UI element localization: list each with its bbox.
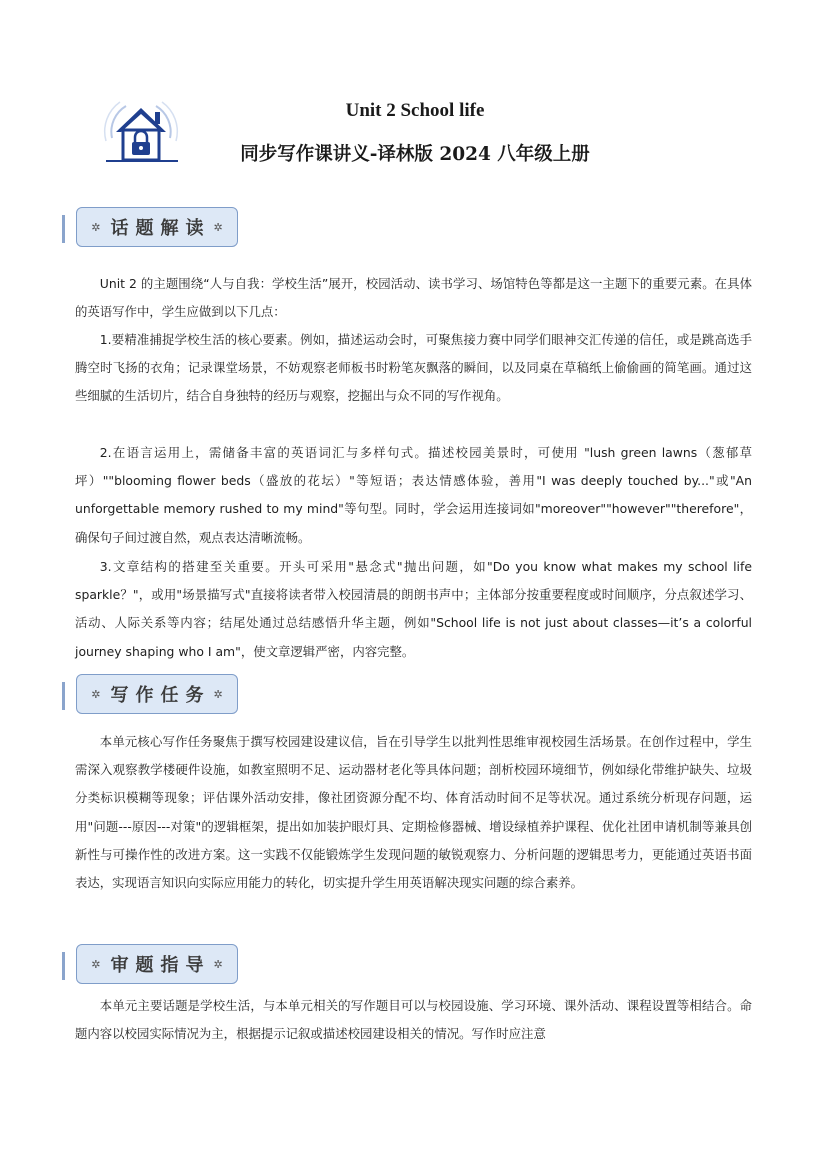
paragraph: 本单元主要话题是学校生活，与本单元相关的写作题目可以与校园设施、学习环境、课外活动、课程设置等相结合。命题内容以校园实际情况为主，根据提示记叙或描述校园建设相关的情况。写作时应注意 (75, 998, 752, 1042)
section-label: 写作任务 (110, 685, 211, 706)
section-badge (76, 674, 238, 714)
star-icon: ✲ (91, 687, 101, 701)
star-icon: ✲ (91, 957, 101, 971)
paragraph: 1.要精准捕捉学校生活的核心要素。例如，描述运动会时，可聚焦接力赛中同学们眼神交汇传递的信任，或是跳高选手腾空时飞扬的衣角；记录课堂场景，不妨观察老师板书时粉笔灰飘落的瞬间，以及同桌在草稿纸上偷偷画的简笔画。通过这些细腻的生活切片，结合自身独特的经历与观察，挖掘出与众不同的写作视角。 (75, 332, 752, 404)
star-icon: ✲ (213, 957, 223, 971)
paragraph: Unit 2 的主题围绕“人与自我：学校生活”展开，校园活动、读书学习、场馆特色等都是这一主题下的重要元素。在具体的英语写作中，学生应做到以下几点： (75, 276, 752, 320)
section-bar (62, 215, 65, 243)
section-badge (76, 944, 238, 984)
star-icon: ✲ (213, 220, 223, 234)
section-bar (62, 682, 65, 710)
section-badge (76, 207, 238, 247)
paragraph: 3.文章结构的搭建至关重要。开头可采用"悬念式"抛出问题，如"Do you know what makes my school life sparkle？"，或用"场景描写式"直接将读者带入校园清晨的朗朗书声中；主体部分按重要程度或时间顺序，分点叙述学习、活动、人际关系等内容；结尾处通过总结感悟升华主题，例如"School life is not just about classes—it’s a colorful journey shaping who I am"，使文章逻辑严密，内容完整。 (75, 559, 752, 659)
section-label: 审题指导 (110, 955, 211, 976)
paragraph: 本单元核心写作任务聚焦于撰写校园建设建议信，旨在引导学生以批判性思维审视校园生活场景。在创作过程中，学生需深入观察教学楼硬件设施，如教室照明不足、运动器材老化等具体问题；剖析校园环境细节，例如绿化带维护缺失、垃圾分类标识模糊等现象；评估课外活动安排，像社团资源分配不均、体育活动时间不足等状况。通过系统分析现存问题，运用"问题---原因---对策"的逻辑框架，提出如加装护眼灯具、定期检修器械、增设绿植养护课程、优化社团申请机制等兼具创新性与可操作性的改进方案。这一实践不仅能锻炼学生发现问题的敏锐观察力、分析问题的逻辑思考力，更能通过英语书面表达，实现语言知识向实际应用能力的转化，切实提升学生用英语解决现实问题的综合素养。 (75, 734, 752, 891)
section-bar (62, 952, 65, 980)
page-title: Unit 2 School life (345, 100, 485, 121)
star-icon: ✲ (213, 687, 223, 701)
section-label: 话题解读 (110, 218, 211, 239)
paragraph: 2.在语言运用上，需储备丰富的英语词汇与多样句式。描述校园美景时，可使用 "lush green lawns（葱郁草坪）""blooming flower beds（盛放的花坛）"等短语；表达情感体验，善用"I was deeply touched by..."或"An unforgettable memory rushed to my mind"等句型。同时，学会运用连接词如"moreover""however""therefore"，确保句子间过渡自然，观点表达清晰流畅。 (75, 445, 752, 545)
star-icon: ✲ (91, 220, 101, 234)
page-subtitle: 同步写作课讲义-译林版 2024 八年级上册 (240, 144, 590, 165)
